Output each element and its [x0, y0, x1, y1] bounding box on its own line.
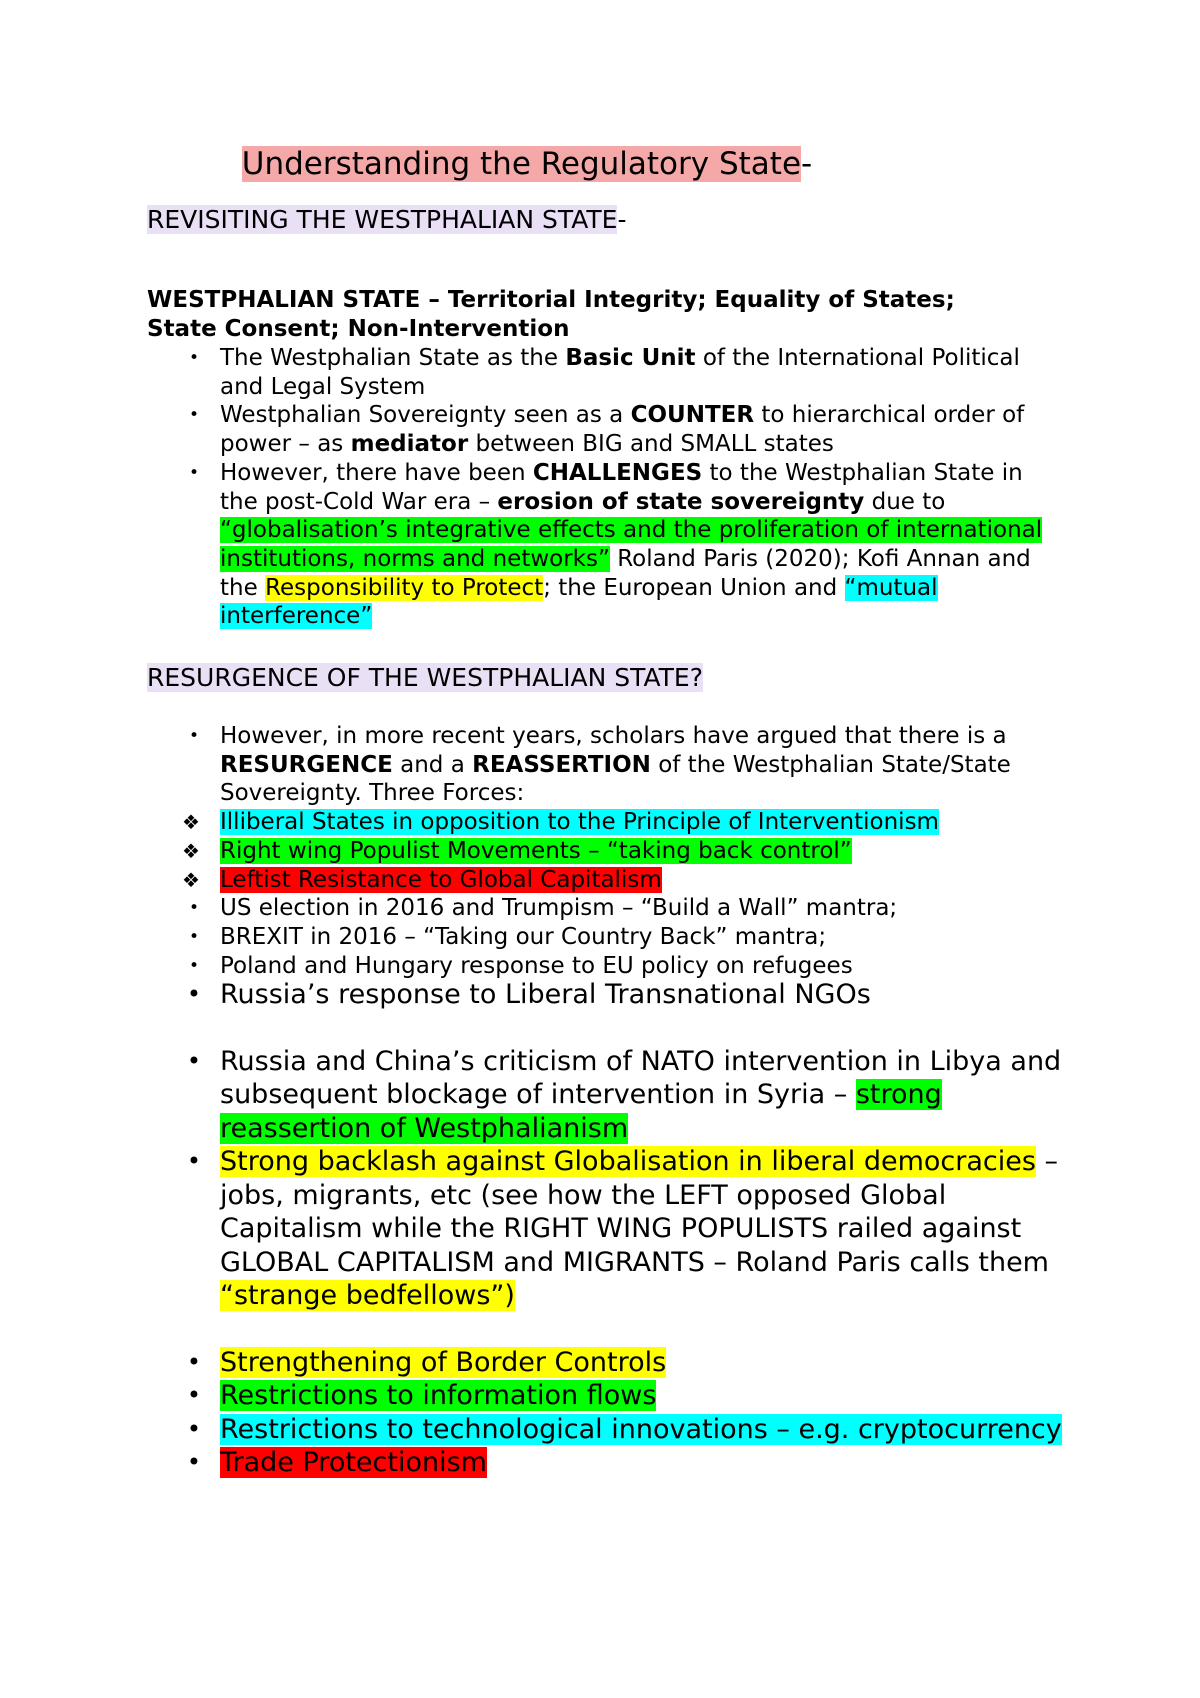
diamond-bullet-icon: ❖	[182, 838, 200, 863]
text: to the Westphalian State in the post-Cold War era –	[220, 459, 1023, 515]
bullet-marker: •	[188, 955, 200, 976]
measure-item	[147, 1446, 1067, 1480]
highlight-yellow: Strong backlash against Globalisation in liberal democracies	[220, 1146, 1036, 1177]
bold-text: Basic Unit	[565, 345, 696, 371]
highlight-cyan: Illiberal States in opposition to the Principle of Interventionism	[220, 809, 939, 836]
text: Roland Paris (2020); Kofi Annan and the	[220, 545, 1031, 601]
list-item	[147, 401, 1067, 458]
title-dash: -	[801, 146, 813, 182]
bold-text: erosion of state sovereignty	[497, 488, 865, 515]
text: due to	[864, 488, 946, 515]
highlight-yellow: Strengthening of Border Controls	[220, 1346, 667, 1378]
text: and a	[392, 751, 473, 778]
text: of the Westphalian State/State Sovereignty. Three Forces:	[220, 751, 1011, 807]
highlight-red: Trade Protectionism	[220, 1447, 487, 1478]
section-heading-text: RESURGENCE OF THE WESTPHALIAN STATE?	[147, 663, 703, 692]
text: of the International Political and Legal System	[220, 345, 1020, 400]
text: BREXIT in 2016 – “Taking our Country Back” mantra;	[220, 923, 827, 950]
bullet-marker: •	[188, 348, 200, 368]
bullet-marker: •	[186, 1046, 202, 1075]
list-item	[147, 722, 1067, 808]
section-heading-revisiting	[147, 203, 627, 237]
list-item	[147, 459, 1067, 631]
list-item	[147, 1045, 1067, 1146]
text: Poland and Hungary response to EU policy on refugees	[220, 952, 853, 979]
highlight-green: Restrictions to information flows	[220, 1380, 657, 1411]
list-item	[147, 1145, 1067, 1313]
resurgence-list	[147, 722, 1067, 980]
text: between BIG and SMALL states	[468, 431, 834, 458]
text: Russia’s response to Liberal Transnational NGOs	[220, 979, 871, 1010]
document-title	[147, 144, 907, 184]
bullet-marker: •	[188, 726, 200, 746]
list-item	[147, 978, 1067, 1012]
bold-text: CHALLENGES	[532, 459, 703, 486]
measure-item	[147, 1379, 1067, 1413]
spacer	[147, 1012, 1067, 1045]
title-text: Understanding the Regulatory State	[241, 146, 802, 182]
bold-text: RESURGENCE	[220, 751, 393, 778]
highlight-green: strong reassertion of Westphalianism	[220, 1079, 942, 1144]
measure-item	[147, 1346, 1067, 1380]
bold-text: mediator	[350, 431, 469, 458]
highlight-yellow: Responsibility to Protect	[265, 574, 544, 601]
section-heading-resurgence	[147, 661, 703, 695]
highlight-green: Right wing Populist Movements – “taking back control”	[220, 837, 852, 864]
diamond-bullet-icon: ❖	[182, 810, 200, 835]
bullet-marker: •	[186, 1414, 202, 1443]
text: Russia and China’s criticism of NATO intervention in Libya and subsequent blockage of intervention in Syria –	[220, 1045, 1062, 1110]
measure-item	[147, 1413, 1067, 1447]
text: However, there have been	[220, 459, 533, 486]
highlight-green: “globalisation’s integrative effects and the proliferation of international institutions, norms and networks”	[220, 517, 1043, 572]
bullet-marker: •	[186, 980, 202, 1008]
list-item	[147, 894, 1067, 923]
force-item	[147, 866, 1067, 895]
highlight-yellow: “strange bedfellows”)	[220, 1280, 515, 1311]
bullet-marker: •	[188, 462, 200, 483]
resurgence-list-large	[147, 978, 1067, 1480]
westphalian-definition	[147, 286, 1047, 344]
bullet-marker: •	[186, 1448, 202, 1476]
definition-line-2: State Consent; Non-Intervention	[147, 316, 570, 342]
bullet-marker: •	[188, 926, 200, 947]
bullet-marker: •	[188, 405, 200, 426]
text: However, in more recent years, scholars have argued that there is a	[220, 723, 1007, 749]
bullet-marker: •	[186, 1381, 202, 1409]
text: US election in 2016 and Trumpism – “Build a Wall” mantra;	[220, 895, 898, 922]
highlight-cyan: Restrictions to technological innovations – e.g. cryptocurrency	[220, 1413, 1062, 1445]
list-item	[147, 923, 1067, 952]
spacer	[147, 1313, 1067, 1346]
highlight-cyan: “mutual interference”	[220, 574, 938, 630]
text: – jobs, migrants, etc (see how the LEFT opposed Global Capitalism while the RIGHT WING POPULISTS railed against GLOBAL CAPITALISM and MIGRANTS – Roland Paris calls them	[220, 1146, 1059, 1278]
section-heading-text: REVISITING THE WESTPHALIAN STATE	[147, 205, 618, 234]
force-item	[147, 808, 1067, 837]
section-heading-dash: -	[617, 205, 627, 234]
bold-text: COUNTER	[630, 402, 755, 429]
highlight-red: Leftist Resistance to Global Capitalism	[220, 866, 662, 893]
revisiting-bullet-list	[147, 344, 1067, 631]
bullet-marker: •	[188, 898, 200, 919]
bold-text: REASSERTION	[472, 751, 651, 778]
bullet-marker: •	[186, 1347, 202, 1376]
text: ; the European Union and	[543, 574, 845, 601]
text: to hierarchical order of power – as	[220, 402, 1025, 458]
bullet-marker: •	[186, 1147, 202, 1175]
force-item	[147, 837, 1067, 866]
text: The Westphalian State as the	[220, 345, 566, 371]
diamond-bullet-icon: ❖	[182, 867, 200, 892]
list-item	[147, 952, 1067, 981]
text: Westphalian Sovereignty seen as a	[220, 402, 631, 429]
list-item	[147, 344, 1067, 401]
definition-line-1: WESTPHALIAN STATE – Territorial Integrity; Equality of States;	[147, 287, 955, 313]
